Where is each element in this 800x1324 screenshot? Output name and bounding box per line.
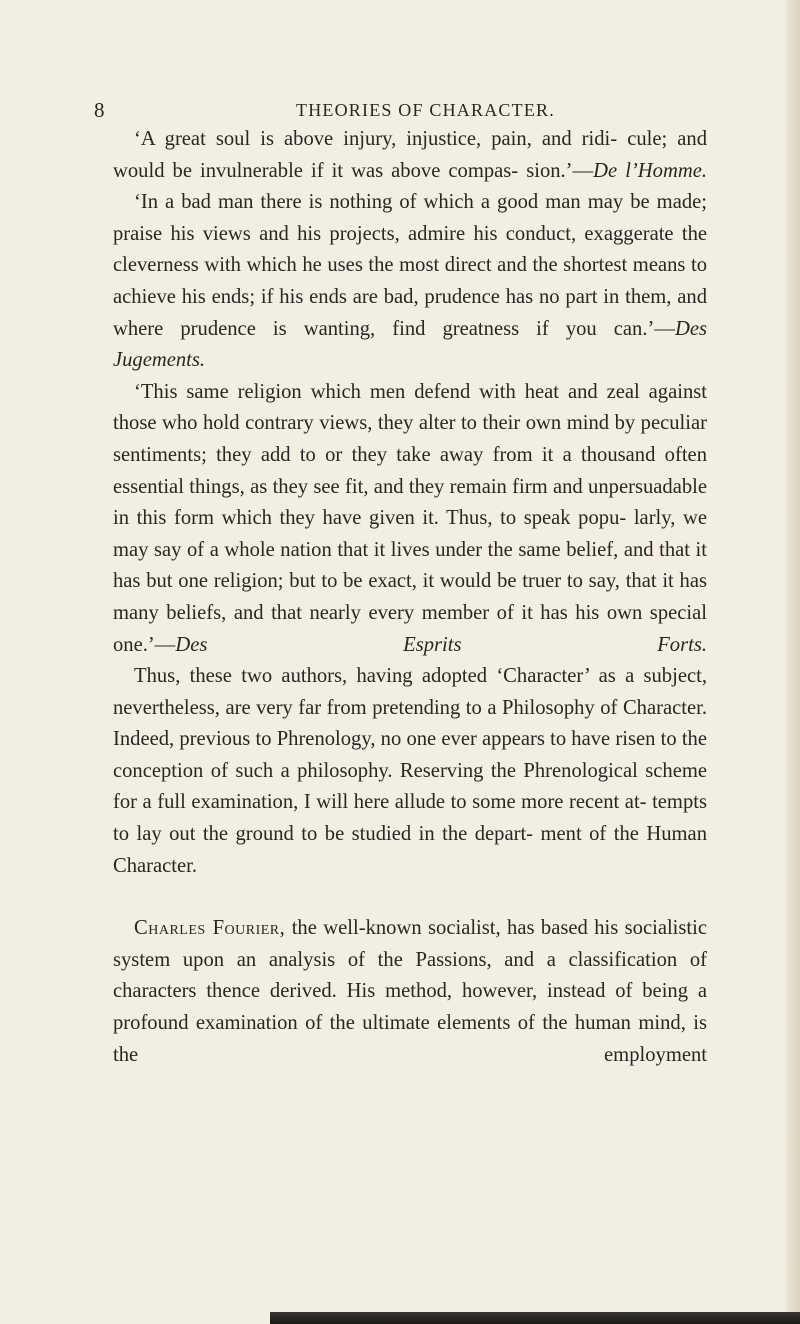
quote-attribution: De l’Homme. bbox=[593, 159, 707, 182]
page-number: 8 bbox=[94, 98, 105, 122]
page-bottom-edge bbox=[270, 1312, 800, 1324]
quote-de-lhomme: ‘A great soul is above injury, injustice, pain, and ridi- cule; and would be invulnerable if it was above compas- sion.’—De l’Homme. bbox=[113, 128, 708, 182]
running-header bbox=[0, 98, 800, 126]
person-name: Charles Fourier, bbox=[134, 917, 286, 940]
paragraph-fourier: Charles Fourier, the well-known socialist, has based his socialistic system upon an analysis of the Passions, and a classification of characters thence derived. His method, however, instead of being a profound examination of the ultimate elements of the human mind, is the employment bbox=[113, 917, 708, 1066]
body-text bbox=[113, 124, 707, 1071]
quote-attribution: Des Jugements. bbox=[113, 317, 707, 372]
paragraph-philosophy-of-character: Thus, these two authors, having adopted ‘Character’ as a subject, nevertheless, are very far from pretending to a Philosophy of Character. Indeed, previous to Phrenology, no one ever appears to have risen to the conception of such a philosophy. Reserving the Phrenological scheme for a full examination, I will here allude to some more recent at- tempts to lay out the ground to be studied in the depart- ment of the Human Character. bbox=[113, 665, 707, 877]
quote-attribution: Des Esprits Forts. bbox=[175, 633, 707, 656]
quote-des-jugements: ‘In a bad man there is nothing of which a good man may be made; praise his views and his projects, admire his conduct, exaggerate the cleverness with which he uses the most direct and the shortest means to achieve his ends; if his ends are bad, prudence has no part in them, and where prudence is wanting, find greatness if you can.’—Des Jugements. bbox=[113, 191, 708, 372]
quote-des-esprits-forts: ‘This same religion which men defend with heat and zeal against those who hold contrary views, they alter to their own mind by peculiar sentiments; they add to or they take away from it a thousand often essential things, as they see fit, and they remain firm and unpersuadable in this form which they have given it. Thus, to speak popu- larly, we may say of a whole nation that it lives under the same belief, and that it has but one religion; but to be exact, it would be truer to say, that it has many beliefs, and that nearly every member of it has his own special one.’—Des Esprits Forts. bbox=[113, 380, 707, 656]
page-edge-shadow bbox=[786, 0, 800, 1324]
running-title: THEORIES OF CHARACTER. bbox=[296, 100, 555, 120]
